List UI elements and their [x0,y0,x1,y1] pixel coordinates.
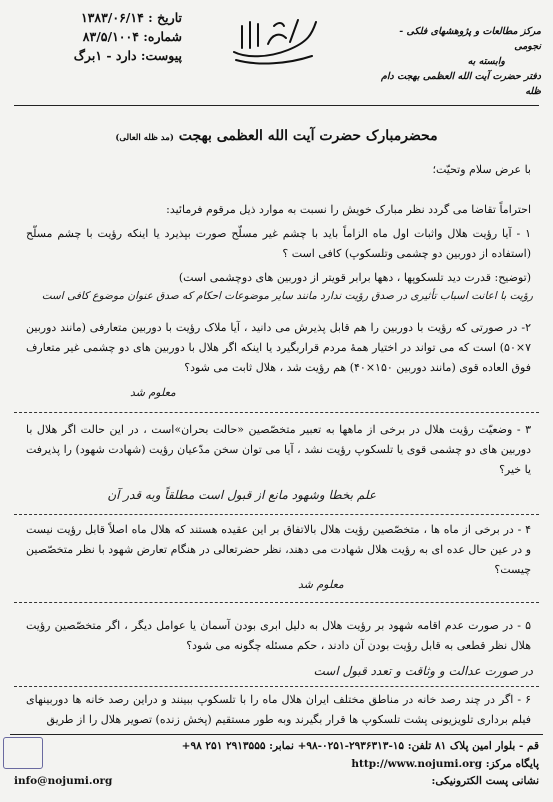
number-line: شماره: ۸۳/۵/۱۰۰۴ [82,29,182,44]
question-1: ۱ - آیا رؤیت هلال واثبات اول ماه الزاماً باید با چشم غیر مسلّح صورت بپذیرد یا اینکه رؤیت با چشم مسلّح (استفاده از دوربین دو چشمی وتلسکوپ) کافی است ؟ [26,227,531,260]
center-name: مرکز مطالعات و پژوهشهای فلکی - نجومی [399,26,541,52]
affiliation-office: دفتر حضرت آیت الله العظمی بهجت دام ظله [381,71,541,97]
separator [14,686,539,687]
footer-site [319,756,539,773]
affiliation-label: وابسته به [467,56,505,67]
date-line: تاریخ : ۱۳۸۳/۰۶/۱۴ [80,10,182,25]
question-4: ۴ - در برخی از ماه ها ، متخصّصین رؤیت هلال بالاتفاق بر این عقیده هستند که هلال ماه اصلاً قابل رؤیت نیست و در عین حال عده ای به رؤیت هلال شهادت می دهند، نظر حضرتعالی در هنگام تعارض شهود با نظر متخصّصین چیست؟ [26,523,531,576]
answer-4-handwritten: معلوم شد [298,578,344,591]
question-6: ۶ - اگر در چند رصد خانه در مناطق مختلف ایران هلال ماه را با تلسکوپ ببینند و دراین رصد خانه ها دوربینهای فیلم برداری تلویزیونی پشت تلسکوپ ها قرار بگیرند وبه طور مستقیم (پخش زنده) تصویر هلال را از طریق [26,693,531,726]
email-label: نشانی پست الکترونیکی: [431,775,539,787]
answer-1-handwritten: رؤیت با اعانت اسباب تأثیری در صدق رؤیت ندارد مانند سایر موضوعات احکام که صدق عنوان موضوع کافی است [41,290,533,302]
question-5: ۵ - در صورت عدم اقامه شهود بر رؤیت هلال به دلیل ابری بودن آسمان یا عوامل دیگر ، اگر متخصّصین رؤیت هلال نظر قطعی به قابل رؤیت بودن آن دادند ، حکم مسئله چگونه می شود؟ [26,619,531,652]
site-label: پایگاه مرکز: [485,758,539,770]
header-divider [14,105,539,106]
separator [14,412,539,413]
letter-meta [12,8,182,65]
question-1-note: (توضیح: قدرت دید تلسکوپها ، دهها برابر قویتر از دوربین های دوچشمی است) [178,271,531,284]
answer-3-handwritten: علم بخطا وشهود مانع از قبول است مطلقاً وبه قدر آن [107,488,376,502]
question-2: ۲- در صورتی که رؤیت با دوربین را هم قابل پذیرش می دانید ، آیا ملاک رؤیت با دوربین متعارفی (مانند دوربین ۷×۵۰) است که می تواند در اختیار همهٔ مردم قراربگیرد یا اینکه اگر هلال با دوربین های دو چشمی غیر متعارف فوق العاده قوی (مانند دوربین ۱۵۰×۴۰) هم رؤیت شد ، هلال ثابت می شود؟ [26,321,531,374]
bismillah-calligraphy-logo [228,12,320,68]
attachment-line: پیوست: دارد - ۱برگ [73,48,182,63]
footer-divider [10,734,543,735]
answer-2-handwritten: معلوم شد [130,386,176,399]
greeting: با عرض سلام وتحیّت؛ [432,163,531,176]
answer-5-handwritten: در صورت عدالت و وثاقت و تعدد قبول است [313,664,533,678]
separator [14,514,539,515]
email-address[interactable]: info@nojumi.org [14,775,113,787]
letter-title [0,128,553,144]
separator [14,602,539,603]
question-3: ۳ - وضعیّت رؤیت هلال در برخی از ماهها به تعبیر متخصّصین «حالت بحران»است ، در این حالت اگر هلال با دوربین های دو چشمی قوی یا تلسکوپ رؤیت نشد ، آیا می توان سخن مدّعیان رؤیت (شهادت شهود) را پذیرفت یا خیر؟ [26,423,531,476]
intro: احتراماً تقاضا می گردد نظر مبارک خویش را نسبت به موارد ذیل مرقوم فرمائید: [166,203,531,216]
title-honorific: (مد ظله العالی) [115,133,174,143]
footer-address: قم - بلوار امین پلاک ۸۱ تلفن: ۱۵-۲۹۳۶۳۱۳-۰۲۵۱-۹۸+ نمابر: ۲۹۱۳۵۵۵ ۲۵۱ ۹۸+ [181,740,539,752]
site-url[interactable]: http://www.nojumi.org [351,758,483,770]
title-main: محضرمبارک حضرت آیت الله العظمی بهجت [178,128,438,144]
center-letterhead [371,24,541,99]
footer-email [239,773,539,790]
